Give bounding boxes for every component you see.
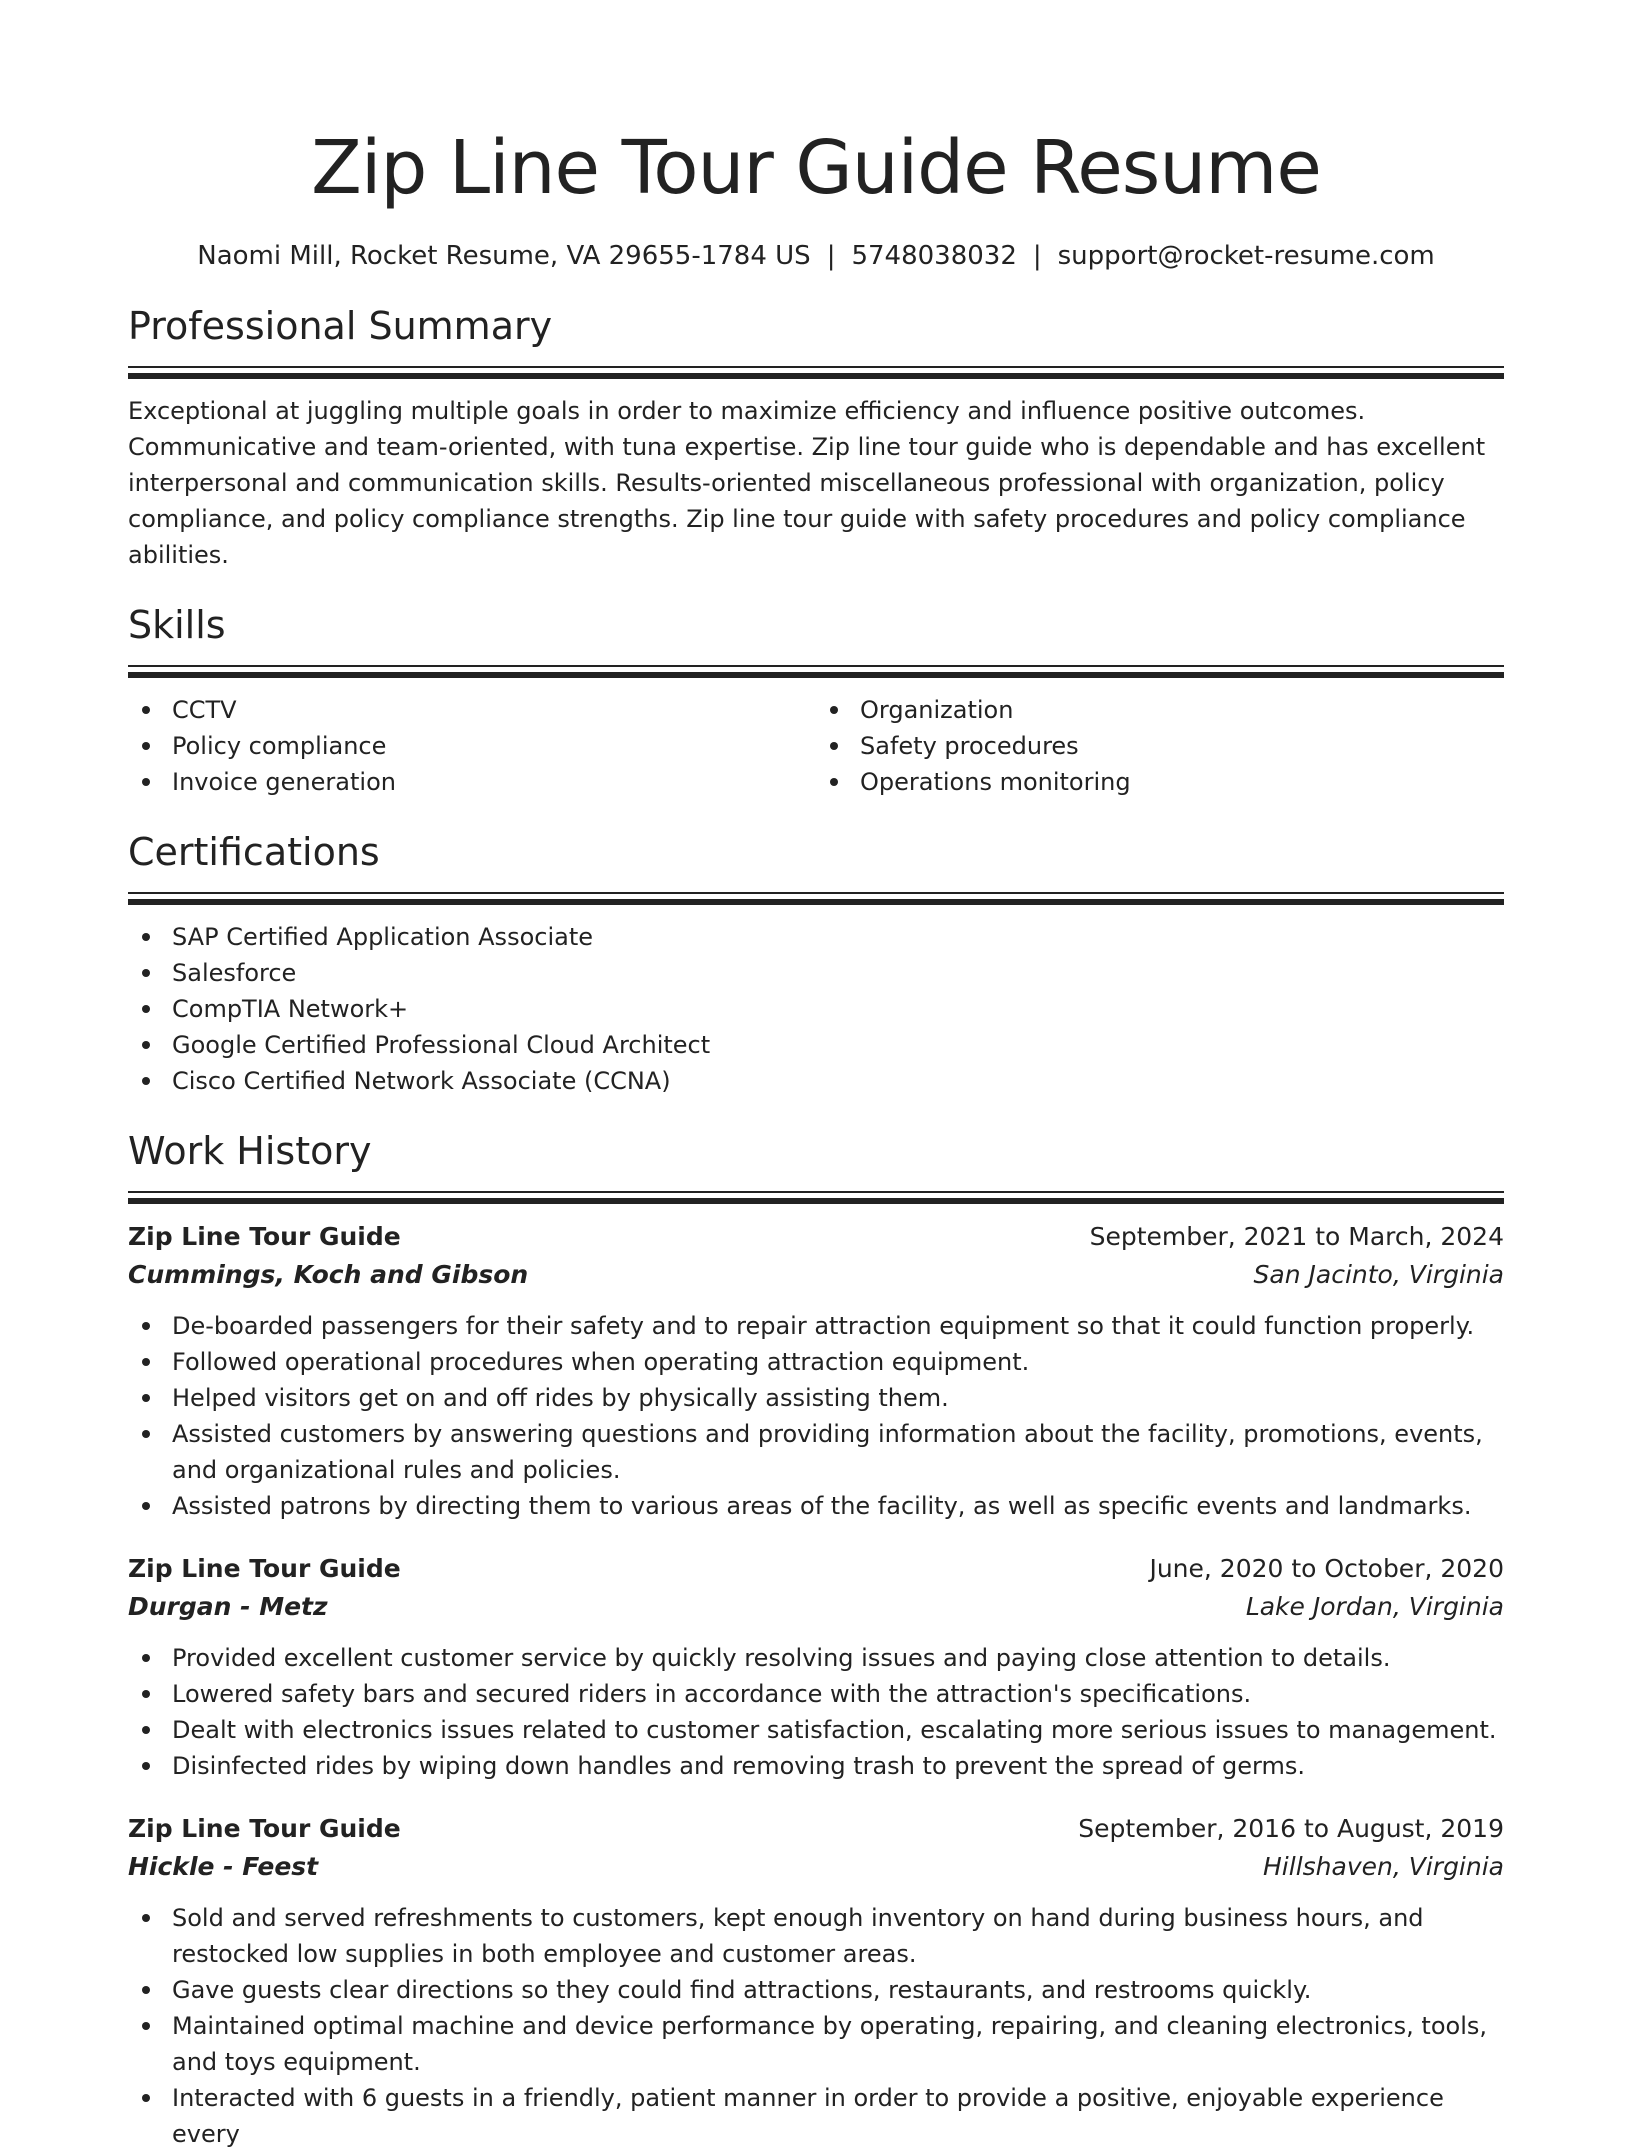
skills-section	[128, 601, 1504, 800]
certifications-list	[128, 919, 1504, 1099]
job-header-row	[128, 1810, 1504, 1848]
certification-item: CompTIA Network+	[172, 991, 1504, 1027]
job-dates: June, 2020 to October, 2020	[1149, 1554, 1504, 1583]
certifications-section	[128, 828, 1504, 1099]
job-bullet: Sold and served refreshments to customers, kept enough inventory on hand during business hours, and restocked low supplies in both employee and customer areas.	[172, 1900, 1504, 1972]
skill-item: Policy compliance	[172, 728, 816, 764]
job-header-row	[128, 1550, 1504, 1588]
job-entry	[128, 1218, 1504, 1524]
contact-separator: |	[1032, 241, 1042, 271]
job-company-row	[128, 1848, 1504, 1886]
summary-heading: Professional Summary	[128, 304, 553, 348]
job-company-row	[128, 1588, 1504, 1626]
job-company: Cummings, Koch and Gibson	[128, 1260, 529, 1289]
certification-item: Salesforce	[172, 955, 1504, 991]
job-bullet: Provided excellent customer service by quickly resolving issues and paying close attention to details.	[172, 1640, 1504, 1676]
job-title: Zip Line Tour Guide	[128, 1222, 401, 1251]
job-company-row	[128, 1256, 1504, 1294]
job-company: Hickle - Feest	[128, 1852, 319, 1881]
work-history-section	[128, 1127, 1504, 2152]
certification-item: Google Certified Professional Cloud Architect	[172, 1027, 1504, 1063]
section-divider	[128, 366, 1504, 379]
job-location: Lake Jordan, Virginia	[1245, 1592, 1504, 1621]
contact-address: Naomi Mill, Rocket Resume, VA 29655-1784 US	[197, 241, 811, 271]
summary-section	[128, 302, 1504, 573]
job-bullet: Disinfected rides by wiping down handles and removing trash to prevent the spread of germs.	[172, 1748, 1504, 1784]
skill-item: Organization	[860, 692, 1504, 728]
job-bullet: Gave guests clear directions so they could find attractions, restaurants, and restrooms quickly.	[172, 1972, 1504, 2008]
job-bullet: Helped visitors get on and off rides by physically assisting them.	[172, 1380, 1504, 1416]
job-bullet: Followed operational procedures when operating attraction equipment.	[172, 1344, 1504, 1380]
job-bullet: De-boarded passengers for their safety and to repair attraction equipment so that it could function properly.	[172, 1308, 1504, 1344]
summary-text: Exceptional at juggling multiple goals in order to maximize efficiency and influence positive outcomes. Communicative and team-oriented, with tuna expertise. Zip line tour guide who is dependable and has excellent interpersonal and communication skills. Results-oriented miscellaneous professional with organization, policy compliance, and policy compliance strengths. Zip line tour guide with safety procedures and policy compliance abilities.	[128, 397, 1486, 569]
job-bullet: Interacted with 6 guests in a friendly, patient manner in order to provide a positive, enjoyable experience every	[172, 2080, 1504, 2152]
job-bullet: Lowered safety bars and secured riders in accordance with the attraction's specifications.	[172, 1676, 1504, 1712]
job-bullet: Maintained optimal machine and device performance by operating, repairing, and cleaning electronics, tools, and toys equipment.	[172, 2008, 1504, 2080]
page-title: Zip Line Tour Guide Resume	[311, 125, 1321, 211]
job-company: Durgan - Metz	[128, 1592, 328, 1621]
job-entry	[128, 1810, 1504, 2152]
skills-heading: Skills	[128, 603, 226, 647]
work-history-heading: Work History	[128, 1129, 372, 1173]
resume-page	[128, 0, 1504, 2152]
job-bullet: Assisted customers by answering questions and providing information about the facility, promotions, events, and organizational rules and policies.	[172, 1416, 1504, 1488]
skills-list-left	[128, 692, 816, 800]
certifications-heading: Certifications	[128, 830, 380, 874]
section-divider	[128, 892, 1504, 905]
skill-item: Operations monitoring	[860, 764, 1504, 800]
skill-item: Safety procedures	[860, 728, 1504, 764]
job-dates: September, 2016 to August, 2019	[1078, 1814, 1504, 1843]
job-title: Zip Line Tour Guide	[128, 1814, 401, 1843]
job-title: Zip Line Tour Guide	[128, 1554, 401, 1583]
contact-line	[128, 238, 1504, 274]
contact-email: support@rocket-resume.com	[1057, 241, 1435, 271]
section-divider	[128, 665, 1504, 678]
certification-item: Cisco Certified Network Associate (CCNA)	[172, 1063, 1504, 1099]
job-entry	[128, 1550, 1504, 1784]
skill-item: Invoice generation	[172, 764, 816, 800]
section-divider	[128, 1191, 1504, 1204]
job-bullet: Assisted patrons by directing them to various areas of the facility, as well as specific events and landmarks.	[172, 1488, 1504, 1524]
contact-separator: |	[826, 241, 836, 271]
skill-item: CCTV	[172, 692, 816, 728]
job-location: Hillshaven, Virginia	[1263, 1852, 1504, 1881]
job-header-row	[128, 1218, 1504, 1256]
certification-item: SAP Certified Application Associate	[172, 919, 1504, 955]
contact-phone: 5748038032	[851, 241, 1017, 271]
job-bullets	[128, 1900, 1504, 2152]
job-bullets	[128, 1308, 1504, 1524]
job-bullets	[128, 1640, 1504, 1784]
job-bullet: Dealt with electronics issues related to customer satisfaction, escalating more serious issues to management.	[172, 1712, 1504, 1748]
skills-list-right	[816, 692, 1504, 800]
skills-grid	[128, 678, 1504, 800]
job-location: San Jacinto, Virginia	[1253, 1260, 1504, 1289]
job-dates: September, 2021 to March, 2024	[1089, 1222, 1504, 1251]
